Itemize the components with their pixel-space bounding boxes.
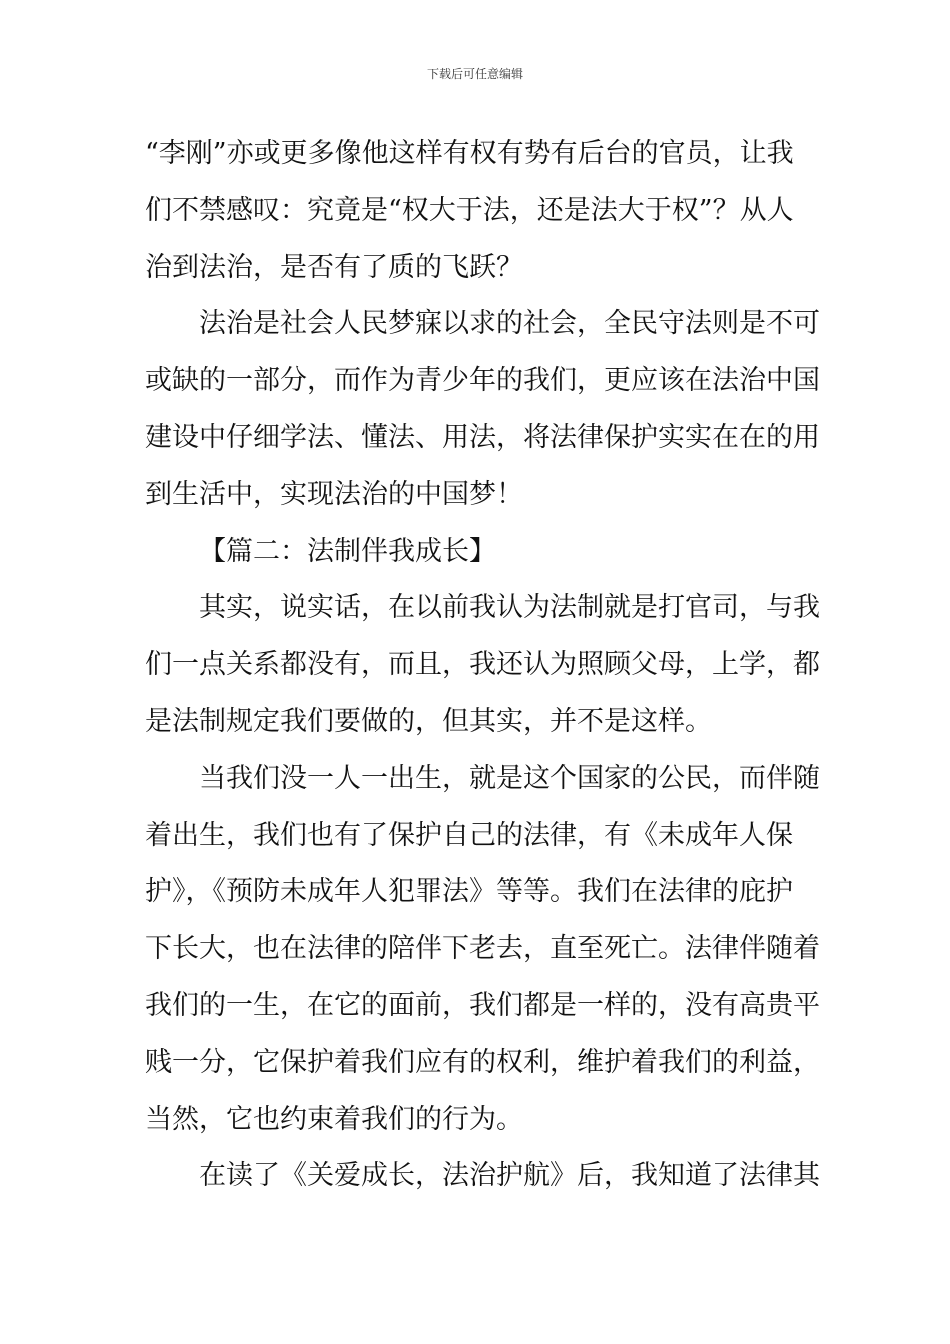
text-line: 下长大，也在法律的陪伴下老去，直至死亡。法律伴随着 <box>145 933 820 965</box>
paragraph-start-line: 法治是社会人民梦寐以求的社会，全民守法则是不可 <box>199 308 820 340</box>
paragraph-start-line: 其实，说实话，在以前我认为法制就是打官司，与我 <box>199 592 820 624</box>
text-line: 护》，《预防未成年人犯罪法》等等。我们在法律的庇护 <box>145 876 793 908</box>
text-line: “李刚”亦或更多像他这样有权有势有后台的官员，让我 <box>145 138 794 169</box>
text-line: 到生活中，实现法治的中国梦！ <box>145 478 523 510</box>
text-line: 贱一分，它保护着我们应有的权利，维护着我们的利益， <box>145 1046 820 1078</box>
text-line: 或缺的一部分，而作为青少年的我们，更应该在法治中国 <box>145 365 820 397</box>
page-header: 下载后可任意编辑 <box>426 67 523 81</box>
section-heading: 【篇二：法制伴我成长】 <box>199 535 496 567</box>
document-body <box>145 126 820 1205</box>
text-line: 是法制规定我们要做的，但其实，并不是这样。 <box>145 705 712 737</box>
text-line: 建设中仔细学法、懂法、用法，将法律保护实实在在的用 <box>145 421 820 453</box>
text-line: 们不禁感叹：究竟是“权大于法，还是法大于权”？从人 <box>145 194 794 226</box>
text-line: 我们的一生，在它的面前，我们都是一样的，没有高贵平 <box>145 989 820 1021</box>
paragraph-start-line: 当我们没一人一出生，就是这个国家的公民，而伴随 <box>199 762 820 794</box>
text-line: 治到法治，是否有了质的飞跃？ <box>145 251 523 283</box>
text-line: 们一点关系都没有，而且，我还认为照顾父母，上学，都 <box>145 649 820 681</box>
text-line: 着出生，我们也有了保护自己的法律，有《未成年人保 <box>145 819 793 851</box>
text-line: 当然，它也约束着我们的行为。 <box>145 1103 523 1135</box>
paragraph-start-line: 在读了《关爱成长，法治护航》后，我知道了法律其 <box>199 1160 820 1192</box>
